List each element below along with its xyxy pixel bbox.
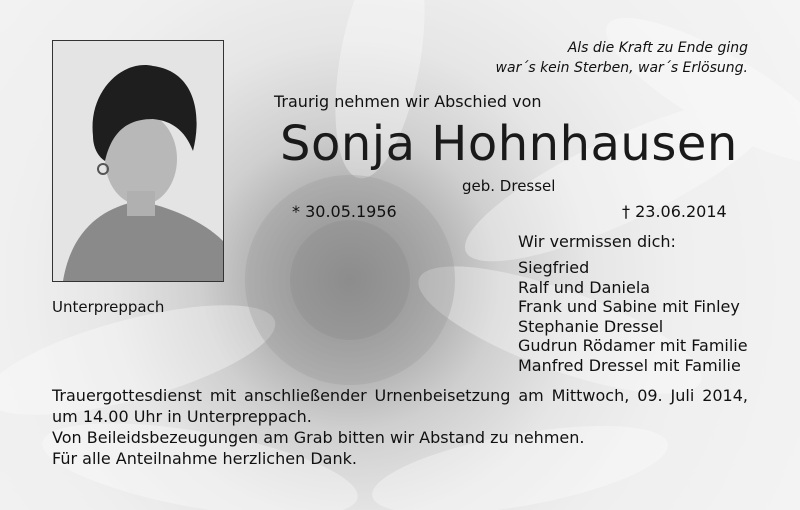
birth-date: * 30.05.1956: [292, 202, 397, 221]
mourners-list: [518, 258, 748, 375]
mourner-item: Stephanie Dressel: [518, 316, 664, 336]
mourner-item: Frank und Sabine mit Finley: [518, 297, 740, 316]
service-line-2: um 14.00 Uhr in Unterpreppach.: [52, 407, 312, 426]
quote: [470, 38, 748, 78]
portrait-photo: [52, 40, 224, 282]
service-line-3: Von Beileidsbezeugungen am Grab bitten wir Abstand zu nehmen.: [52, 428, 585, 447]
mourners-heading: Wir vermissen dich:: [518, 232, 676, 251]
mourner-item: Ralf und Daniela: [518, 277, 651, 297]
death-date: † 23.06.2014: [622, 202, 727, 221]
service-details: [52, 385, 748, 469]
service-line-1: Trauergottesdienst mit anschließender Urnenbeisetzung am Mittwoch, 09. Juli 2014,: [52, 386, 748, 405]
intro-text: Traurig nehmen wir Abschied von: [274, 92, 542, 111]
deceased-name: Sonja Hohnhausen: [280, 116, 738, 172]
quote-line-2: war´s kein Sterben, war´s Erlösung.: [495, 60, 748, 76]
mourner-item: Manfred Dressel mit Familie: [518, 355, 741, 375]
quote-line-1: Als die Kraft zu Ende ging: [567, 40, 748, 56]
hometown: Unterpreppach: [52, 298, 165, 316]
mourner-item: Gudrun Rödamer mit Familie: [518, 336, 748, 355]
birth-name: geb. Dressel: [462, 177, 556, 195]
mourner-item: Siegfried: [518, 258, 590, 277]
service-line-4: Für alle Anteilnahme herzlichen Dank.: [52, 449, 357, 468]
